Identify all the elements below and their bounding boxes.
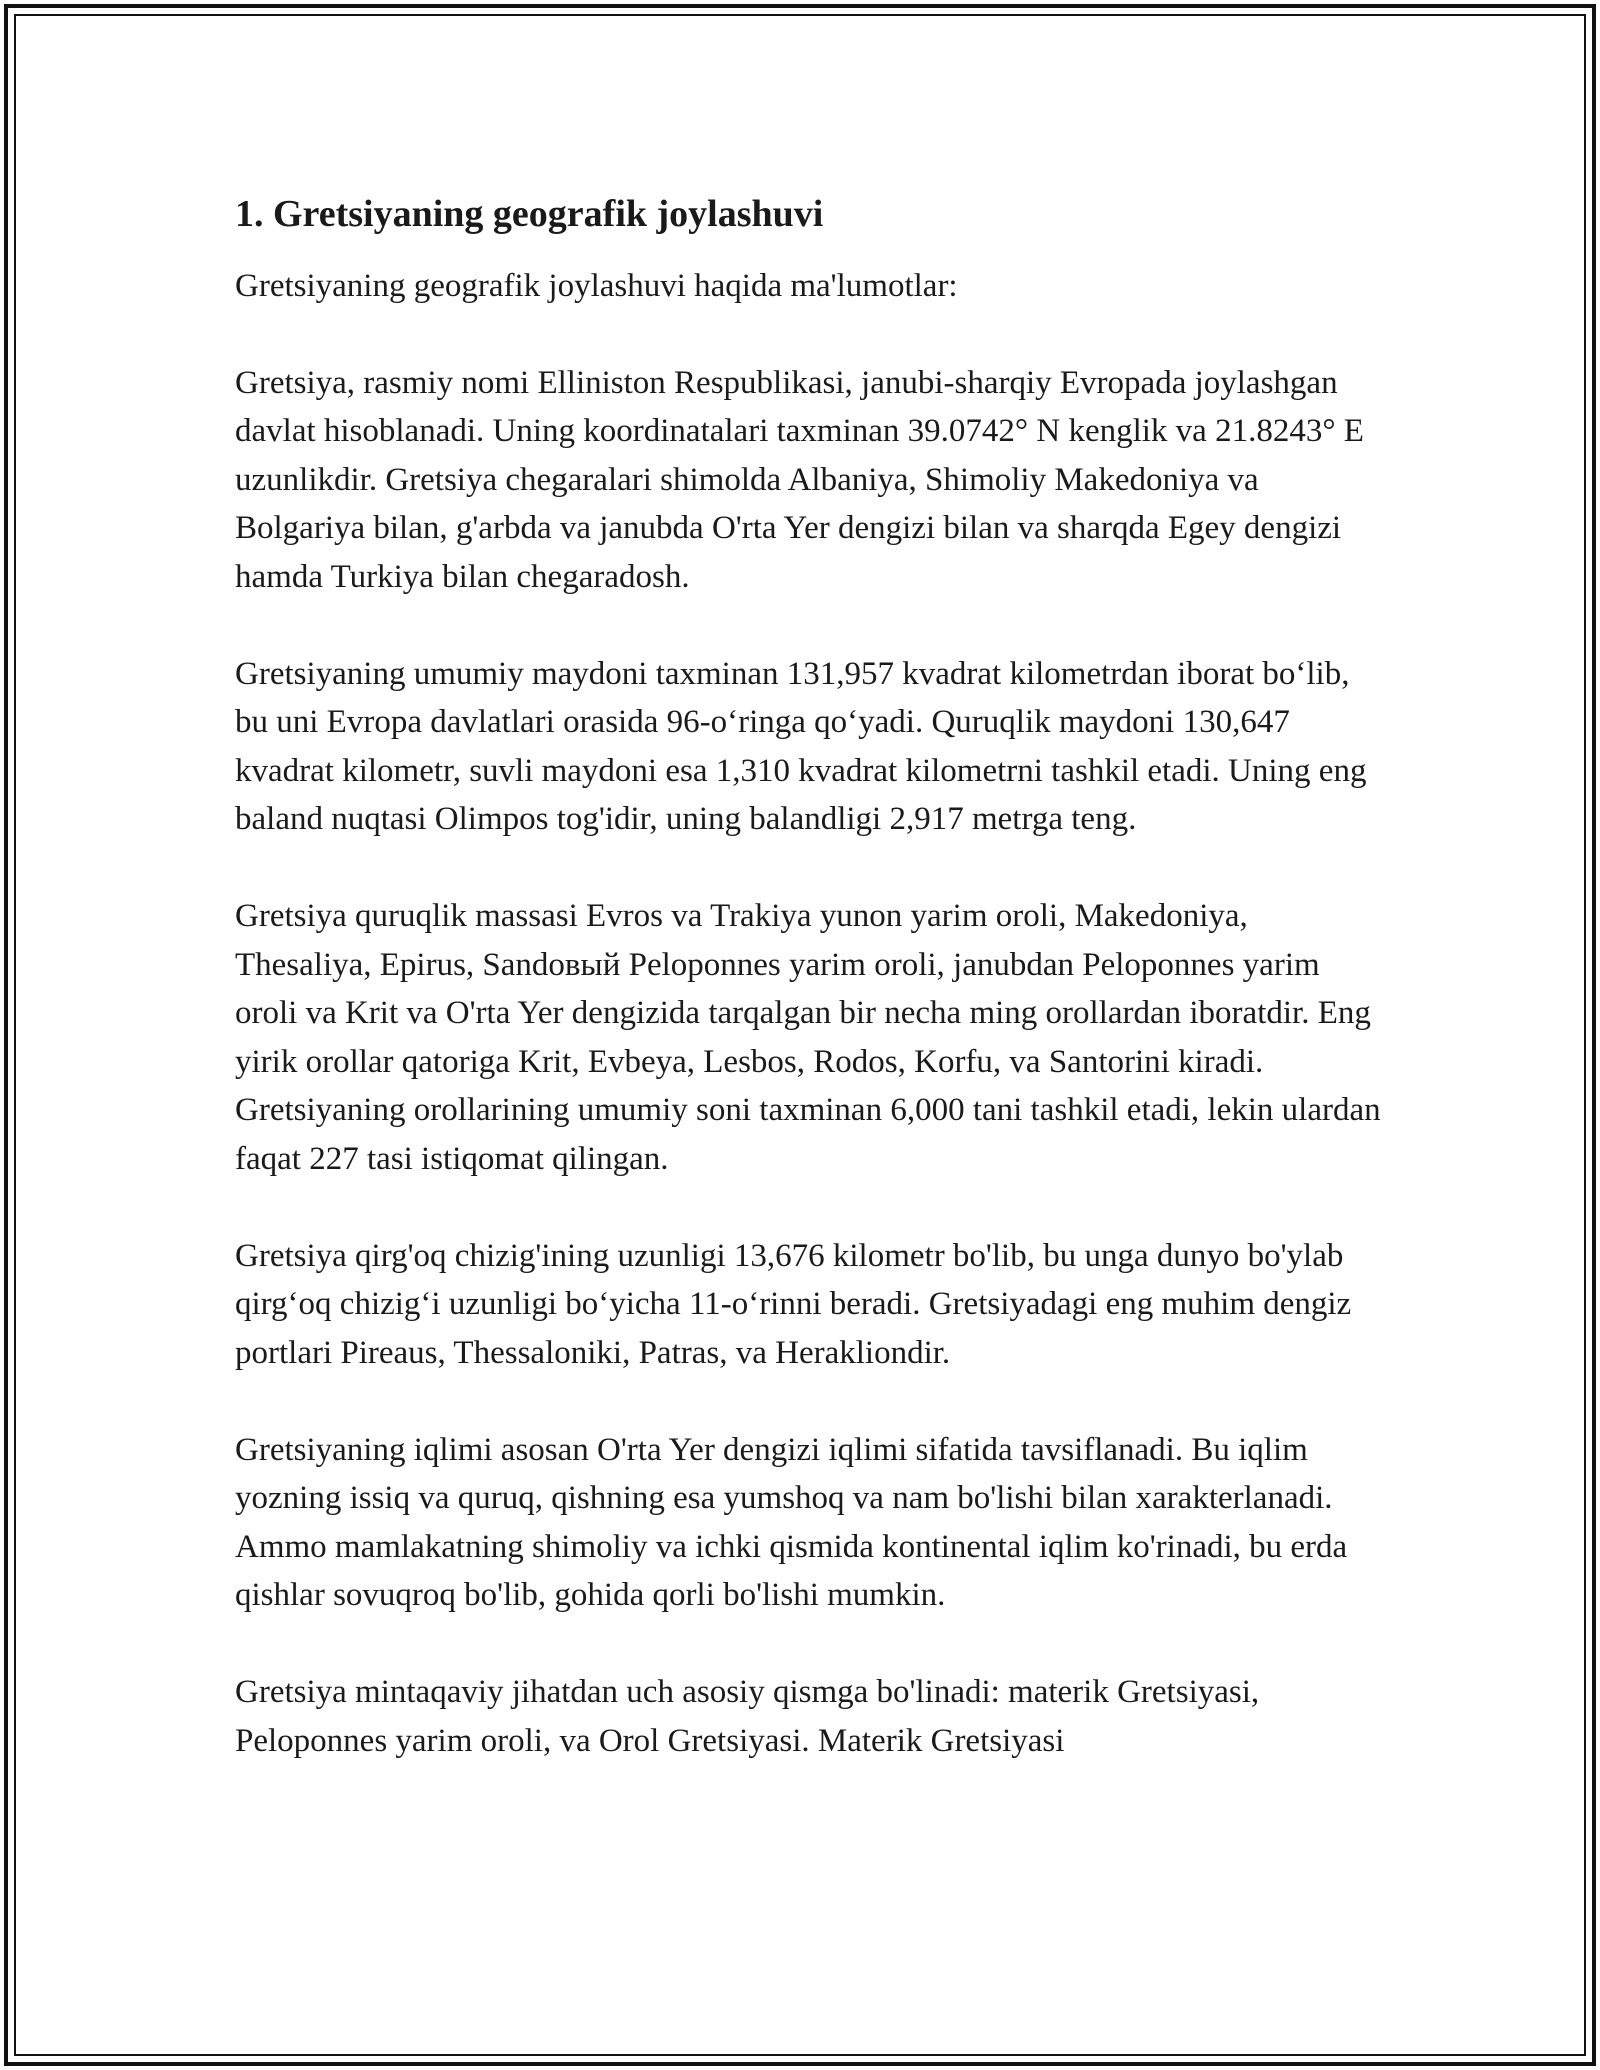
document-body bbox=[235, 188, 1385, 1814]
paragraph-location: Gretsiya, rasmiy nomi Elliniston Respublikasi, janubi-sharqiy Evropada joylashgan davlat hisoblanadi. Uning koordinatalari taxminan 39.0742° N kenglik va 21.8243° E uzunlikdir. Gretsiya chegaralari shimolda Albaniya, Shimoliy Makedoniya va Bolgariya bilan, g'arbda va janubda O'rta Yer dengizi bilan va sharqda Egey dengizi hamda Turkiya bilan chegaradosh. bbox=[235, 364, 1364, 595]
paragraph-landmass: Gretsiya quruqlik massasi Evros va Trakiya yunon yarim oroli, Makedoniya, Thesaliya, Epirus, Sandовый Peloponnes yarim oroli, janubdan Peloponnes yarim oroli va Krit va O'rta Yer dengizida tarqalgan bir necha ming orollardan iboratdir. Eng yirik orollar qatoriga Krit, Evbeya, Lesbos, Rodos, Korfu, va Santorini kiradi. Gretsiyaning orollarining umumiy soni taxminan 6,000 tani tashkil etadi, lekin ulardan faqat 227 tasi istiqomat qilingan. bbox=[235, 898, 1381, 1177]
paragraph-area: Gretsiyaning umumiy maydoni taxminan 131,957 kvadrat kilometrdan iborat bo‘lib, bu uni Evropa davlatlari orasida 96-o‘ringa qo‘yadi. Quruqlik maydoni 130,647 kvadrat kilometr, suvli maydoni esa 1,310 kvadrat kilometrni tashkil etadi. Uning eng baland nuqtasi Olimpos tog'idir, uning balandligi 2,917 metrga teng. bbox=[235, 655, 1367, 837]
paragraph-regions: Gretsiya mintaqaviy jihatdan uch asosiy qismga bo'linadi: materik Gretsiyasi, Peloponnes yarim oroli, va Orol Gretsiyasi. Materik Gretsiyasi bbox=[235, 1674, 1260, 1759]
section-heading: 1. Gretsiyaning geografik joylashuvi bbox=[235, 193, 824, 235]
paragraph-climate: Gretsiyaning iqlimi asosan O'rta Yer dengizi iqlimi sifatida tavsiflanadi. Bu iqlim yozning issiq va quruq, qishning esa yumshoq va nam bo'lishi bilan xarakterlanadi. Ammo mamlakatning shimoliy va ichki qismida kontinental iqlim ko'rinadi, bu erda qishlar sovuqroq bo'lib, gohida qorli bo'lishi mumkin. bbox=[235, 1431, 1348, 1613]
intro-line: Gretsiyaning geografik joylashuvi haqida ma'lumotlar: bbox=[235, 268, 958, 304]
paragraph-coastline: Gretsiya qirg'oq chizig'ining uzunligi 13,676 kilometr bo'lib, bu unga dunyo bo'ylab qirg‘oq chizig‘i uzunligi bo‘yicha 11-o‘rinni beradi. Gretsiyadagi eng muhim dengiz portlari Pireaus, Thessaloniki, Patras, va Herakliondir. bbox=[235, 1237, 1352, 1371]
